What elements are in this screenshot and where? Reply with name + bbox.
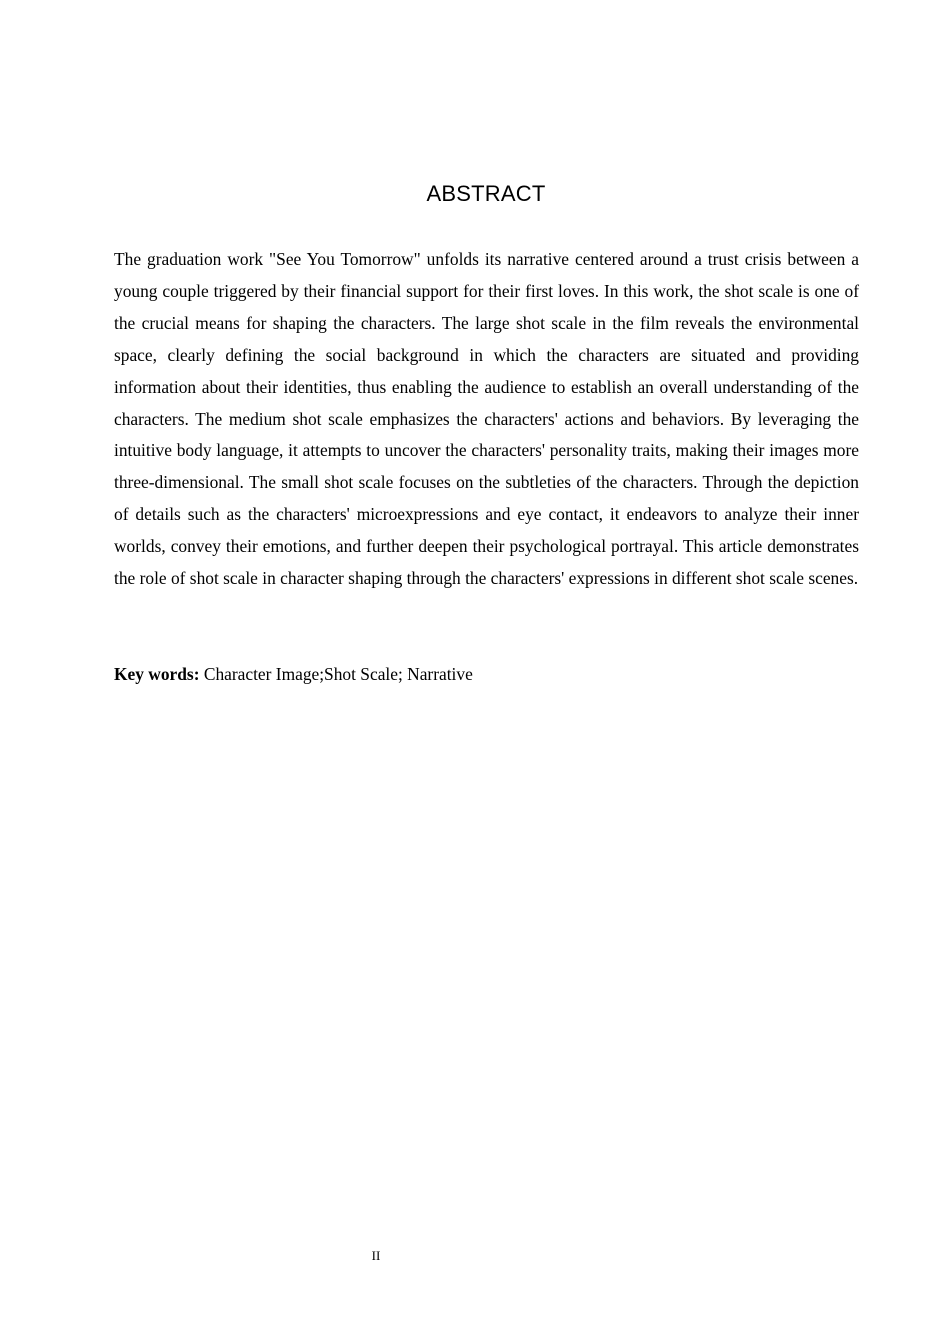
page-number: II xyxy=(371,1248,381,1263)
keywords-line xyxy=(114,659,859,691)
abstract-paragraph: The graduation work "See You Tomorrow" unfolds its narrative centered around a trust crisis between a young couple triggered by their financial support for their first loves. In this work, the shot scale is one of the crucial means for shaping the characters. The large shot scale in the film reveals the environmental space, clearly defining the social background in which the characters are situated and providing information about their identities, thus enabling the audience to establish an overall understanding of the characters. The medium shot scale emphasizes the characters' actions and behaviors. By leveraging the intuitive body language, it attempts to uncover the characters' personality traits, making their images more three-dimensional. The small shot scale focuses on the subtleties of the characters. Through the depiction of details such as the characters' microexpressions and eye contact, it endeavors to analyze their inner worlds, convey their emotions, and further deepen their psychological portrayal. This article demonstrates the role of shot scale in character shaping through the characters' expressions in different shot scale scenes. xyxy=(114,249,859,589)
keywords-value: Character Image;Shot Scale; Narrative xyxy=(199,664,473,684)
page-title: ABSTRACT xyxy=(426,181,546,206)
keywords-label: Key words: xyxy=(114,664,200,684)
